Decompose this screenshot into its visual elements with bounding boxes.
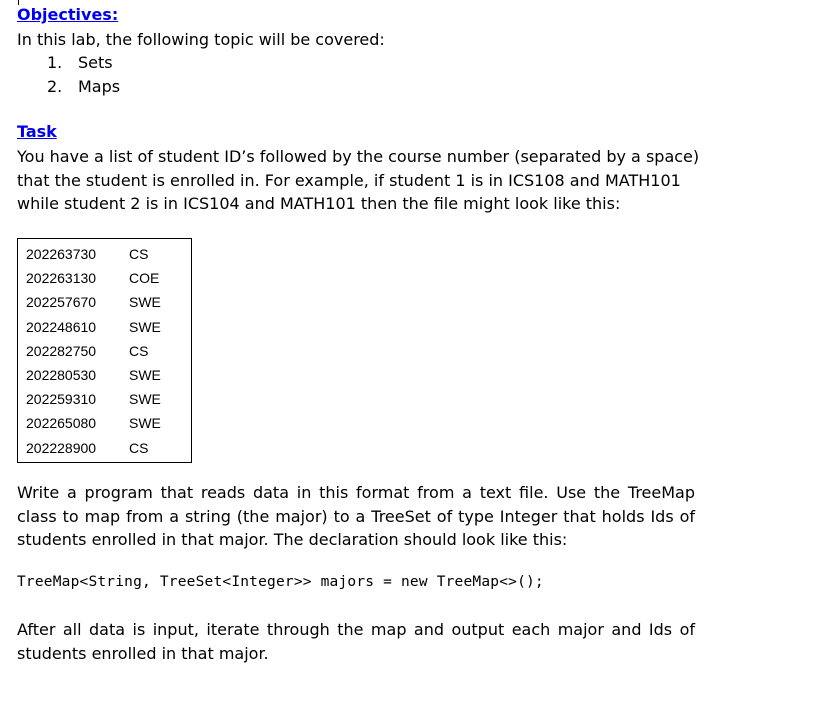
- code-declaration: TreeMap<String, TreeSet<Integer>> majors = new TreeMap<>();: [17, 574, 544, 590]
- table-row: [26, 387, 191, 411]
- table-row: [26, 363, 191, 387]
- student-major: SWE: [129, 367, 161, 384]
- student-id: 202259310: [26, 391, 97, 408]
- student-id: 202282750: [26, 342, 97, 359]
- student-major: SWE: [129, 415, 161, 432]
- table-row: [26, 315, 191, 339]
- list-item: [47, 75, 120, 99]
- student-id: 202263730: [26, 246, 97, 262]
- student-major: CS: [129, 439, 149, 456]
- list-item-label: Maps: [78, 76, 121, 96]
- table-row: [26, 411, 191, 435]
- list-item-label: Sets: [78, 53, 113, 72]
- task-paragraph-line: You have a list of student ID’s followed by the course number (separated by a space): [17, 147, 700, 166]
- objectives-heading: Objectives:: [17, 5, 119, 24]
- student-major: SWE: [129, 391, 161, 408]
- list-item-number: 2.: [47, 76, 63, 96]
- list-item-number: 1.: [47, 53, 63, 72]
- student-id: 202265080: [26, 415, 97, 432]
- student-id: 202248610: [26, 318, 97, 335]
- objectives-list: [47, 51, 120, 98]
- list-item: [47, 51, 120, 75]
- table-row: [26, 339, 191, 363]
- student-major: CS: [129, 246, 149, 262]
- student-major: SWE: [129, 294, 161, 311]
- table-row: [26, 266, 191, 290]
- task-paragraph: [17, 145, 700, 216]
- student-id: 202257670: [26, 294, 97, 311]
- closing-paragraph: After all data is input, iterate through the map and output each major and Ids of students enrolled in that major.: [17, 620, 695, 663]
- student-major: SWE: [129, 318, 161, 335]
- student-major: CS: [129, 342, 149, 359]
- student-id: 202280530: [26, 367, 97, 384]
- sample-data-file: [17, 238, 192, 463]
- task-paragraph-line: that the student is enrolled in. For example, if student 1 is in ICS108 and MATH101: [17, 170, 681, 190]
- objectives-intro: In this lab, the following topic will be covered:: [17, 30, 385, 49]
- task-paragraph-line: while student 2 is in ICS104 and MATH101 then the file might look like this:: [17, 194, 621, 213]
- task-heading: Task: [17, 122, 57, 141]
- table-row: [26, 436, 191, 460]
- table-row: [26, 242, 191, 266]
- table-row: [26, 290, 191, 314]
- student-id: 202228900: [26, 439, 97, 456]
- student-id: 202263130: [26, 270, 97, 287]
- program-paragraph: Write a program that reads data in this format from a text file. Use the TreeMap class to map from a string (the major) to a TreeSet of type Integer that holds Ids of students enrolled in that major. The declaration should look like this:: [17, 483, 695, 549]
- student-major: COE: [129, 270, 160, 287]
